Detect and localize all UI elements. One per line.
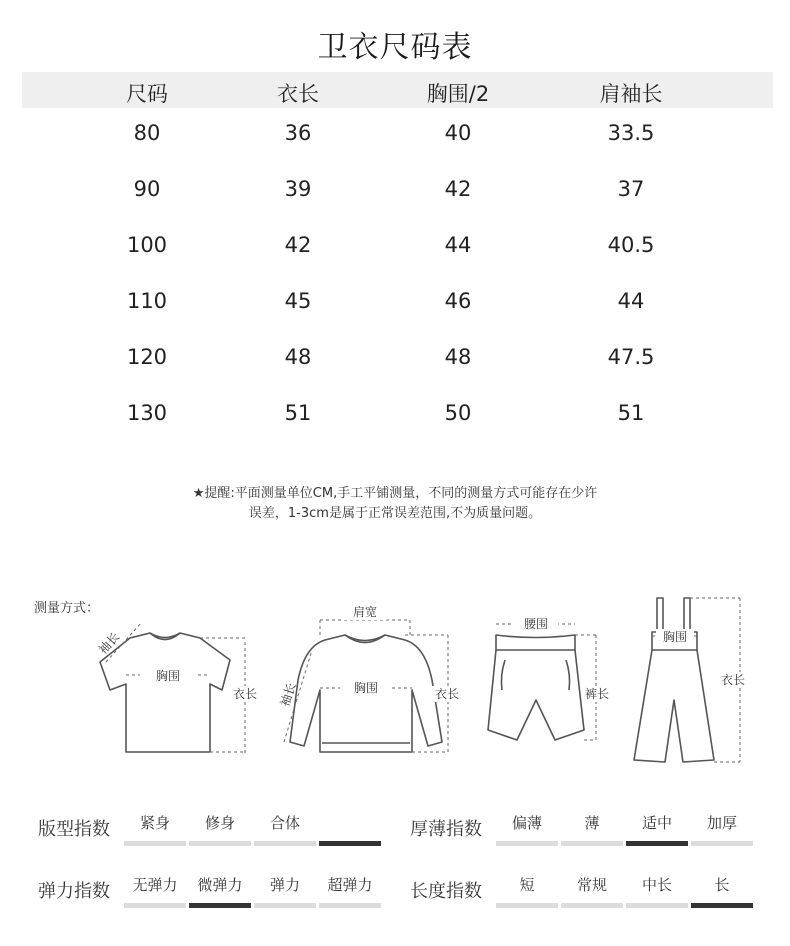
- table-cell: 100: [126, 233, 168, 257]
- table-cell: 45: [284, 289, 312, 313]
- length-index-option: 中长: [641, 876, 672, 894]
- table-cell: 47.5: [607, 345, 655, 369]
- table-cell: 42: [444, 177, 472, 201]
- overalls-outline: [634, 598, 714, 762]
- table-cell: 40: [444, 121, 472, 145]
- measure-method-label: 测量方式：: [34, 601, 100, 616]
- length-index-option: 常规: [576, 876, 607, 894]
- table-cell: 33.5: [607, 121, 655, 145]
- shorts-outline: [488, 635, 584, 740]
- note-line-1: ★提醒:平面测量单位CM,手工平铺测量，不同的测量方式可能存在少许: [192, 486, 598, 501]
- length-index-bar: [496, 903, 558, 908]
- table-cell: 48: [444, 345, 472, 369]
- elasticity-index-option: 弹力: [269, 876, 300, 894]
- thickness-index-option: 偏薄: [511, 814, 542, 832]
- table-cell: 110: [126, 289, 168, 313]
- sweater-length-label: 衣长: [434, 687, 460, 701]
- table-cell: 50: [444, 401, 472, 425]
- tshirt-length-label: 衣长: [232, 687, 258, 701]
- elasticity-index-option: 微弹力: [197, 876, 243, 894]
- thickness-index-option: 薄: [584, 814, 600, 832]
- table-cell: 130: [126, 401, 168, 425]
- fit-index-option: 紧身: [139, 814, 170, 832]
- length-index-bar: [626, 903, 688, 908]
- table-cell: 51: [284, 401, 312, 425]
- sweater-sleeve-label: 袖长: [277, 681, 299, 709]
- fit-index-bar: [254, 841, 316, 846]
- thickness-index-name: 厚薄指数: [410, 819, 482, 840]
- note-line-2: 误差，1-3cm是属于正常误差范围,不为质量问题。: [248, 506, 542, 521]
- fit-index-option: 合体: [269, 814, 300, 832]
- fit-index-option: 修身: [204, 814, 235, 832]
- overalls-length-label: 衣长: [720, 673, 746, 687]
- table-cell: 44: [444, 233, 472, 257]
- tshirt-chest-label: 胸围: [155, 669, 181, 683]
- elasticity-index-option: 超弹力: [327, 876, 373, 894]
- measurement-note: [0, 484, 790, 524]
- fit-index-bar: [124, 841, 186, 846]
- length-index-bar-selected: [691, 903, 753, 908]
- thickness-index-bar-selected: [626, 841, 688, 846]
- fit-index-bar-selected: [319, 841, 381, 846]
- length-index-bar: [561, 903, 623, 908]
- table-cell: 51: [617, 401, 645, 425]
- table-cell: 37: [617, 177, 645, 201]
- shorts-waist-label: 腰围: [523, 617, 549, 631]
- sweater-chest-label: 胸围: [353, 681, 379, 695]
- table-cell: 120: [126, 345, 168, 369]
- table-cell: 44: [617, 289, 645, 313]
- table-cell: 40.5: [607, 233, 655, 257]
- thickness-index-bar: [691, 841, 753, 846]
- overalls-chest-label: 胸围: [662, 630, 688, 644]
- column-header-size: 尺码: [126, 82, 168, 106]
- thickness-index-option: 适中: [641, 814, 672, 832]
- fit-index-name: 版型指数: [38, 819, 110, 840]
- sweater-shoulder-label: 肩宽: [352, 605, 378, 619]
- table-cell: 36: [284, 121, 312, 145]
- column-header-shoulder-sleeve: 肩袖长: [599, 82, 663, 106]
- thickness-index-bar: [561, 841, 623, 846]
- shorts-length-label: 裤长: [584, 687, 610, 701]
- column-header-chest: 胸围/2: [426, 82, 490, 106]
- page-title: 卫衣尺码表: [317, 30, 473, 65]
- elasticity-index-bar: [254, 903, 316, 908]
- table-cell: 42: [284, 233, 312, 257]
- tshirt-sleeve-label: 袖长: [95, 629, 123, 657]
- length-index-option: 短: [519, 876, 535, 894]
- column-header-length: 衣长: [277, 82, 319, 106]
- table-cell: 80: [133, 121, 161, 145]
- measurement-illustrations: [0, 580, 790, 780]
- elasticity-index-bar-selected: [189, 903, 251, 908]
- thickness-index-bar: [496, 841, 558, 846]
- thickness-index-option: 加厚: [706, 814, 737, 832]
- tshirt-outline: [100, 633, 230, 752]
- table-cell: 90: [133, 177, 161, 201]
- fit-index-bar: [189, 841, 251, 846]
- elasticity-index-bar: [124, 903, 186, 908]
- table-cell: 39: [284, 177, 312, 201]
- length-index-name: 长度指数: [410, 881, 482, 902]
- elasticity-index-option: 无弹力: [132, 876, 178, 894]
- length-index-option: 长: [714, 876, 730, 894]
- elasticity-index-name: 弹力指数: [38, 881, 110, 902]
- table-cell: 48: [284, 345, 312, 369]
- elasticity-index-bar: [319, 903, 381, 908]
- table-cell: 46: [444, 289, 472, 313]
